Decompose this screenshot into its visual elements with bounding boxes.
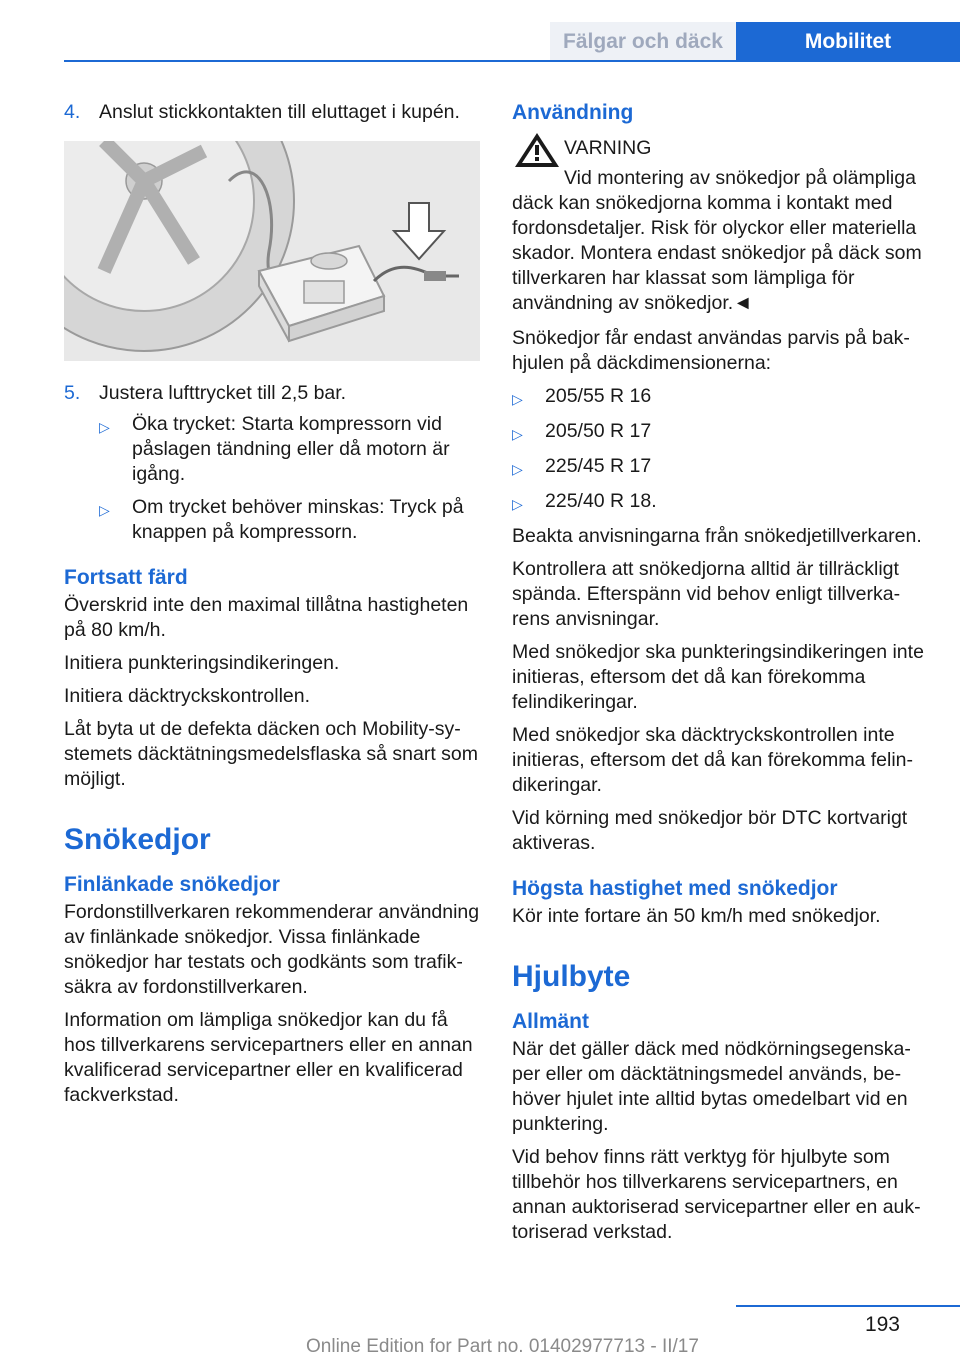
paragraph: När det gäller däck med nödkörningsegenskaper eller om däcktätningsmedel används, behöver hjulet inte alltid bytas omedelbart vid en punktering.	[512, 1038, 911, 1135]
step-4	[64, 100, 480, 125]
step-text: Justera lufttrycket till 2,5 bar.	[99, 382, 347, 404]
paragraph: Vid körning med snökedjor bör DTC kortvarigt aktiveras.	[512, 807, 908, 854]
step-5	[64, 381, 480, 406]
section-heading-fortsatt: Fortsatt färd	[64, 566, 188, 589]
list-item-text: 205/55 R 16	[545, 385, 652, 407]
warning-text: Vid montering av snökedjor på olämpliga däck kan snökedjorna komma i kontakt med fordonsdetaljer. Risk för olyckor eller materiella skador. Montera endast snökedjor på däck som tillverkaren har klassat som lämpliga för användning av snökedjor.◄	[512, 167, 922, 314]
paragraph: Fordonstillverkaren rekommenderar användning av finlänkade snökedjor. Vissa finlänkade snökedjor har testats och godkänts som trafiksäkra av fordonstillverkaren.	[64, 901, 480, 998]
paragraph: Initiera punkteringsindikeringen.	[64, 652, 340, 674]
paragraph: Med snökedjor ska punkteringsindikeringen inte initieras, eftersom det då kan förekomma felindikeringar.	[512, 641, 924, 713]
chapter-tab: Mobilitet	[736, 22, 960, 62]
section-heading-finlankade: Finlänkade snökedjor	[64, 873, 280, 896]
triangle-right-icon: ▷	[99, 419, 110, 435]
paragraph: Snökedjor får endast användas parvis på bakhjulen på däckdimensionerna:	[512, 327, 910, 374]
compressor-drawing	[64, 141, 480, 361]
sub-step	[99, 412, 480, 487]
warning-triangle-icon	[512, 130, 562, 170]
list-item-text: 225/40 R 18.	[545, 490, 657, 512]
section-heading-allmant: Allmänt	[512, 1010, 590, 1033]
paragraph: Med snökedjor ska däcktryckskontrollen inte initieras, eftersom det då kan förekomma felindikeringar.	[512, 724, 914, 796]
list-item	[512, 384, 928, 412]
paragraph: Kör inte fortare än 50 km/h med snökedjor.	[512, 905, 881, 927]
paragraph: Överskrid inte den maximal tillåtna hastigheten på 80 km/h.	[64, 594, 469, 641]
left-column	[64, 100, 480, 1116]
step-text: Anslut stickkontakten till eluttaget i kupén.	[99, 101, 460, 123]
paragraph: Låt byta ut de defekta däcken och Mobility-systemets däcktätningsmedelsflaska så snart som möjligt.	[64, 718, 479, 790]
warning-label: VARNING	[564, 137, 652, 159]
list-item	[512, 454, 928, 482]
list-item	[512, 419, 928, 447]
triangle-right-icon: ▷	[99, 502, 110, 518]
list-item-text: 205/50 R 17	[545, 420, 652, 442]
header-divider	[64, 60, 960, 62]
paragraph: Initiera däcktryckskontrollen.	[64, 685, 311, 707]
section-heading-anvandning: Användning	[512, 101, 634, 124]
chapter-heading-snokedjor: Snökedjor	[64, 823, 211, 856]
triangle-right-icon: ▷	[512, 391, 523, 407]
warning-box	[512, 130, 928, 170]
edition-note: Online Edition for Part no. 01402977713 - II/17	[306, 1336, 699, 1357]
step-number: 5.	[64, 382, 81, 404]
paragraph: Kontrollera att snökedjorna alltid är tillräckligt spända. Efterspänn vid behov enligt tillverkarens anvisningar.	[512, 558, 901, 630]
sub-step-text: Öka trycket: Starta kompressorn vid påslagen tändning eller då motorn är igång.	[132, 413, 450, 485]
chapter-heading-hjulbyte: Hjulbyte	[512, 960, 631, 993]
list-item-text: 225/45 R 17	[545, 455, 652, 477]
right-column	[512, 100, 928, 1253]
sub-step-text: Om trycket behöver minskas: Tryck på knappen på kompressorn.	[132, 496, 464, 543]
list-item	[512, 489, 928, 517]
step-number: 4.	[64, 101, 81, 123]
section-heading-hogsta: Högsta hastighet med snökedjor	[512, 877, 838, 900]
paragraph: Information om lämpliga snökedjor kan du få hos tillverkarens servicepartners eller en annan kvalificerad servicepartner eller en kvalificerad fackverkstad.	[64, 1009, 473, 1106]
page-header	[0, 0, 960, 62]
section-tab: Fälgar och däck	[550, 22, 736, 62]
page-number: 193	[864, 1313, 900, 1336]
footer-divider	[736, 1305, 960, 1307]
sub-step	[99, 495, 480, 545]
compressor-illustration	[64, 141, 480, 361]
triangle-right-icon: ▷	[512, 461, 523, 477]
paragraph: Beakta anvisningarna från snökedjetillverkaren.	[512, 525, 922, 547]
paragraph: Vid behov finns rätt verktyg för hjulbyte som tillbehör hos tillverkarens servicepartners, en annan auktoriserad servicepartner eller en auktoriserad verkstad.	[512, 1146, 921, 1243]
triangle-right-icon: ▷	[512, 496, 523, 512]
triangle-right-icon: ▷	[512, 426, 523, 442]
